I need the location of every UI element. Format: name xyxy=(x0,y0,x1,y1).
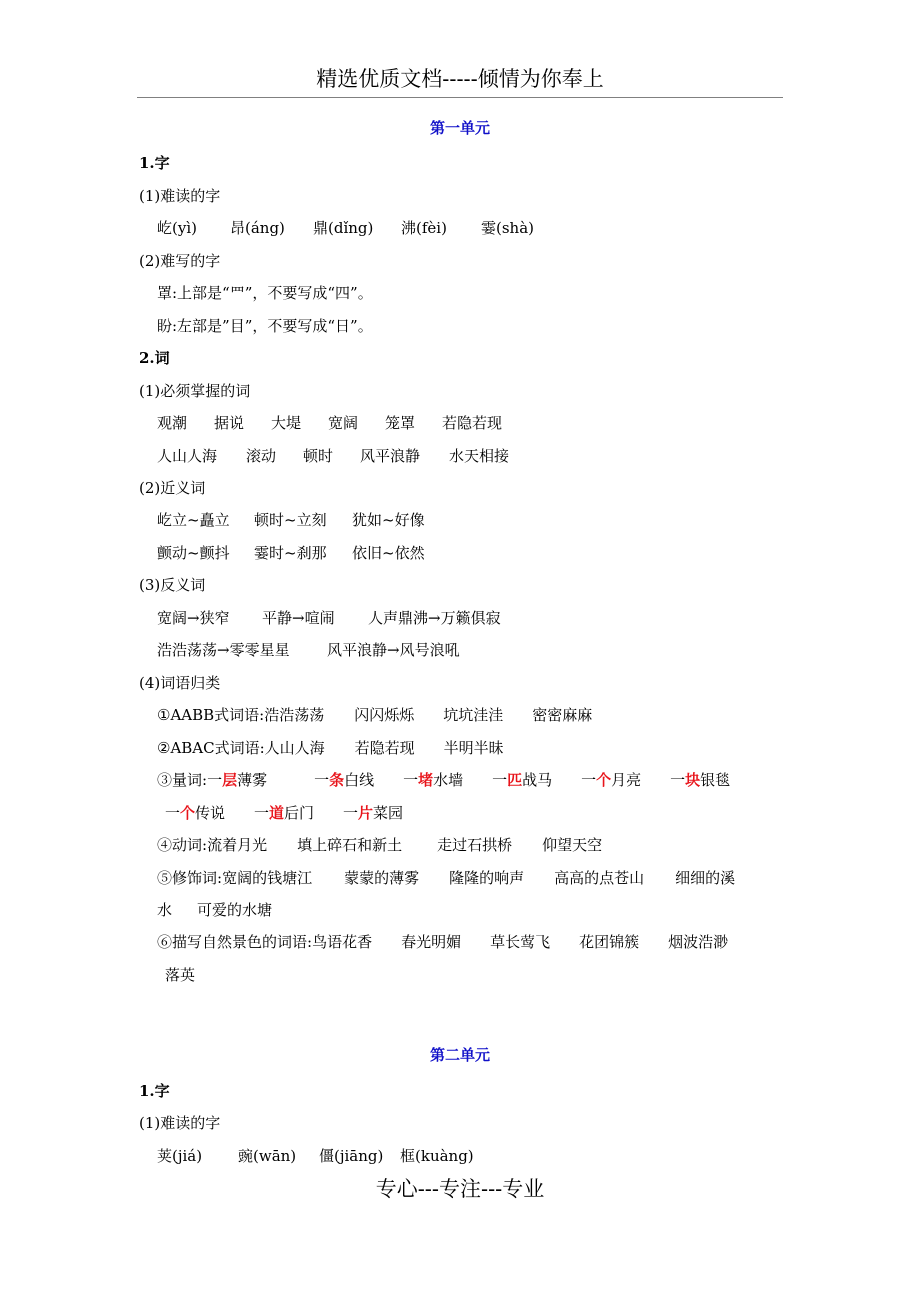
subsection-heading: (1)难读的字 xyxy=(139,187,221,205)
category-label: ⑤修饰词: xyxy=(157,869,223,887)
list-item: 一个月亮 xyxy=(581,771,642,789)
list-item: 一个传说 xyxy=(165,804,226,822)
list-item: 一块银毯 xyxy=(670,771,731,789)
list-item: 霎(shà) xyxy=(481,219,535,237)
subsection-heading: (1)必须掌握的词 xyxy=(139,382,251,400)
list-item: 昂(áng) xyxy=(230,219,285,237)
page-footer: 专心---专注---专业 xyxy=(375,1177,545,1201)
list-item: 风平浪静→风号浪吼 xyxy=(327,641,460,659)
hard-read-list xyxy=(157,217,534,239)
unit1-title: 第一单元 xyxy=(429,119,490,137)
list-item: 大堤 xyxy=(271,414,302,432)
list-item: 宽阔→狭窄 xyxy=(157,609,230,627)
word-row xyxy=(157,607,501,629)
list-item: 草长莺飞 xyxy=(490,933,551,951)
writing-note: 罩:上部是“罒”，不要写成“四”。 xyxy=(157,284,373,302)
subsection-heading: (2)难写的字 xyxy=(139,252,221,270)
list-item: 顿时 xyxy=(303,447,334,465)
word-row xyxy=(157,445,509,467)
word-row xyxy=(157,834,602,856)
list-item: 春光明媚 xyxy=(401,933,462,951)
header-divider xyxy=(137,97,783,98)
list-item: 僵(jiāng) xyxy=(319,1147,384,1165)
word-row xyxy=(157,867,735,889)
category-label: ②ABAC式词语: xyxy=(157,739,265,757)
word-row xyxy=(157,899,272,921)
list-item: 走过石拱桥 xyxy=(437,836,513,854)
category-label: ③量词: xyxy=(157,771,208,789)
section-heading: 1.字 xyxy=(139,1082,170,1100)
measure-word: 片 xyxy=(358,804,374,822)
list-item: 仰望天空 xyxy=(542,836,603,854)
list-item: 一条白线 xyxy=(314,771,375,789)
list-item: 一层薄雾 xyxy=(207,771,268,789)
list-item: 一道后门 xyxy=(254,804,315,822)
measure-word: 条 xyxy=(329,771,345,789)
section-heading: 1.字 xyxy=(139,154,170,172)
list-item: 框(kuàng) xyxy=(400,1147,474,1165)
list-item: 犹如~好像 xyxy=(352,511,425,529)
list-item: 一堵水墙 xyxy=(403,771,464,789)
list-item: 沸(fèi) xyxy=(401,219,447,237)
list-item: 荚(jiá) xyxy=(157,1147,203,1165)
list-item: 蒙蒙的薄雾 xyxy=(344,869,420,887)
list-item: 滚动 xyxy=(246,447,277,465)
list-item: 风平浪静 xyxy=(360,447,421,465)
list-item: 可爱的水塘 xyxy=(197,901,273,919)
list-item: 人山人海 xyxy=(264,739,325,757)
list-item: 一匹战马 xyxy=(492,771,553,789)
word-row xyxy=(157,412,502,434)
list-item: 人声鼎沸→万籁俱寂 xyxy=(368,609,501,627)
word-row xyxy=(157,931,728,953)
list-item: 浩浩荡荡→零零星星 xyxy=(157,641,290,659)
measure-word-row xyxy=(157,769,730,791)
list-item: 观潮 xyxy=(157,414,188,432)
section-heading: 2.词 xyxy=(139,349,170,367)
list-item: 密密麻麻 xyxy=(532,706,593,724)
list-item: 一片菜园 xyxy=(343,804,404,822)
subsection-heading: (3)反义词 xyxy=(139,576,206,594)
hard-read-list xyxy=(157,1145,474,1167)
list-item: 细细的溪 xyxy=(675,869,736,887)
list-item: 颤动~颤抖 xyxy=(157,544,230,562)
list-item: 霎时~刹那 xyxy=(254,544,327,562)
subsection-heading: (2)近义词 xyxy=(139,479,206,497)
list-item: 闪闪烁烁 xyxy=(354,706,415,724)
category-label: ①AABB式词语: xyxy=(157,706,265,724)
measure-word: 个 xyxy=(180,804,196,822)
list-item: 屹立~矗立 xyxy=(157,511,230,529)
word-row xyxy=(157,737,504,759)
list-item: 流着月光 xyxy=(207,836,268,854)
measure-word: 道 xyxy=(269,804,285,822)
list-item: 烟波浩渺 xyxy=(668,933,729,951)
word-row xyxy=(157,639,460,661)
measure-word: 个 xyxy=(596,771,612,789)
list-item: 鸟语花香 xyxy=(312,933,373,951)
unit2-title: 第二单元 xyxy=(429,1046,490,1064)
list-item: 豌(wān) xyxy=(238,1147,297,1165)
word-row xyxy=(157,542,425,564)
word-row xyxy=(157,509,425,531)
list-item: 高高的点苍山 xyxy=(554,869,645,887)
list-item: 浩浩荡荡 xyxy=(264,706,325,724)
list-item: 隆隆的响声 xyxy=(449,869,525,887)
list-item: 若隐若现 xyxy=(442,414,503,432)
list-item: 依旧~依然 xyxy=(352,544,425,562)
measure-word: 堵 xyxy=(418,771,434,789)
list-item: 据说 xyxy=(214,414,245,432)
list-item: 水天相接 xyxy=(449,447,510,465)
subsection-heading: (4)词语归类 xyxy=(139,674,221,692)
measure-word: 块 xyxy=(685,771,701,789)
list-item: 花团锦簇 xyxy=(579,933,640,951)
list-item: 半明半昧 xyxy=(443,739,504,757)
list-item: 人山人海 xyxy=(157,447,218,465)
subsection-heading: (1)难读的字 xyxy=(139,1114,221,1132)
list-item: 落英 xyxy=(165,966,196,984)
list-item: 笼罩 xyxy=(385,414,416,432)
category-label: ⑥描写自然景色的词语: xyxy=(157,933,313,951)
measure-word: 层 xyxy=(222,771,238,789)
list-item: 坑坑洼洼 xyxy=(443,706,504,724)
list-item: 填上碎石和新土 xyxy=(297,836,403,854)
writing-note: 盼:左部是”目”，不要写成“日”。 xyxy=(157,317,373,335)
word-row xyxy=(157,704,592,726)
measure-word: 匹 xyxy=(507,771,523,789)
list-item: 若隐若现 xyxy=(354,739,415,757)
list-item: 宽阔 xyxy=(328,414,359,432)
list-item: 水 xyxy=(157,901,173,919)
list-item: 顿时~立刻 xyxy=(254,511,327,529)
list-item: 鼎(dǐng) xyxy=(313,219,374,237)
list-item: 宽阔的钱塘江 xyxy=(222,869,313,887)
measure-word-row xyxy=(165,802,403,824)
list-item: 平静→喧闹 xyxy=(262,609,335,627)
list-item: 屹(yì) xyxy=(157,219,197,237)
category-label: ④动词: xyxy=(157,836,208,854)
page-header: 精选优质文档-----倾情为你奉上 xyxy=(316,67,604,91)
